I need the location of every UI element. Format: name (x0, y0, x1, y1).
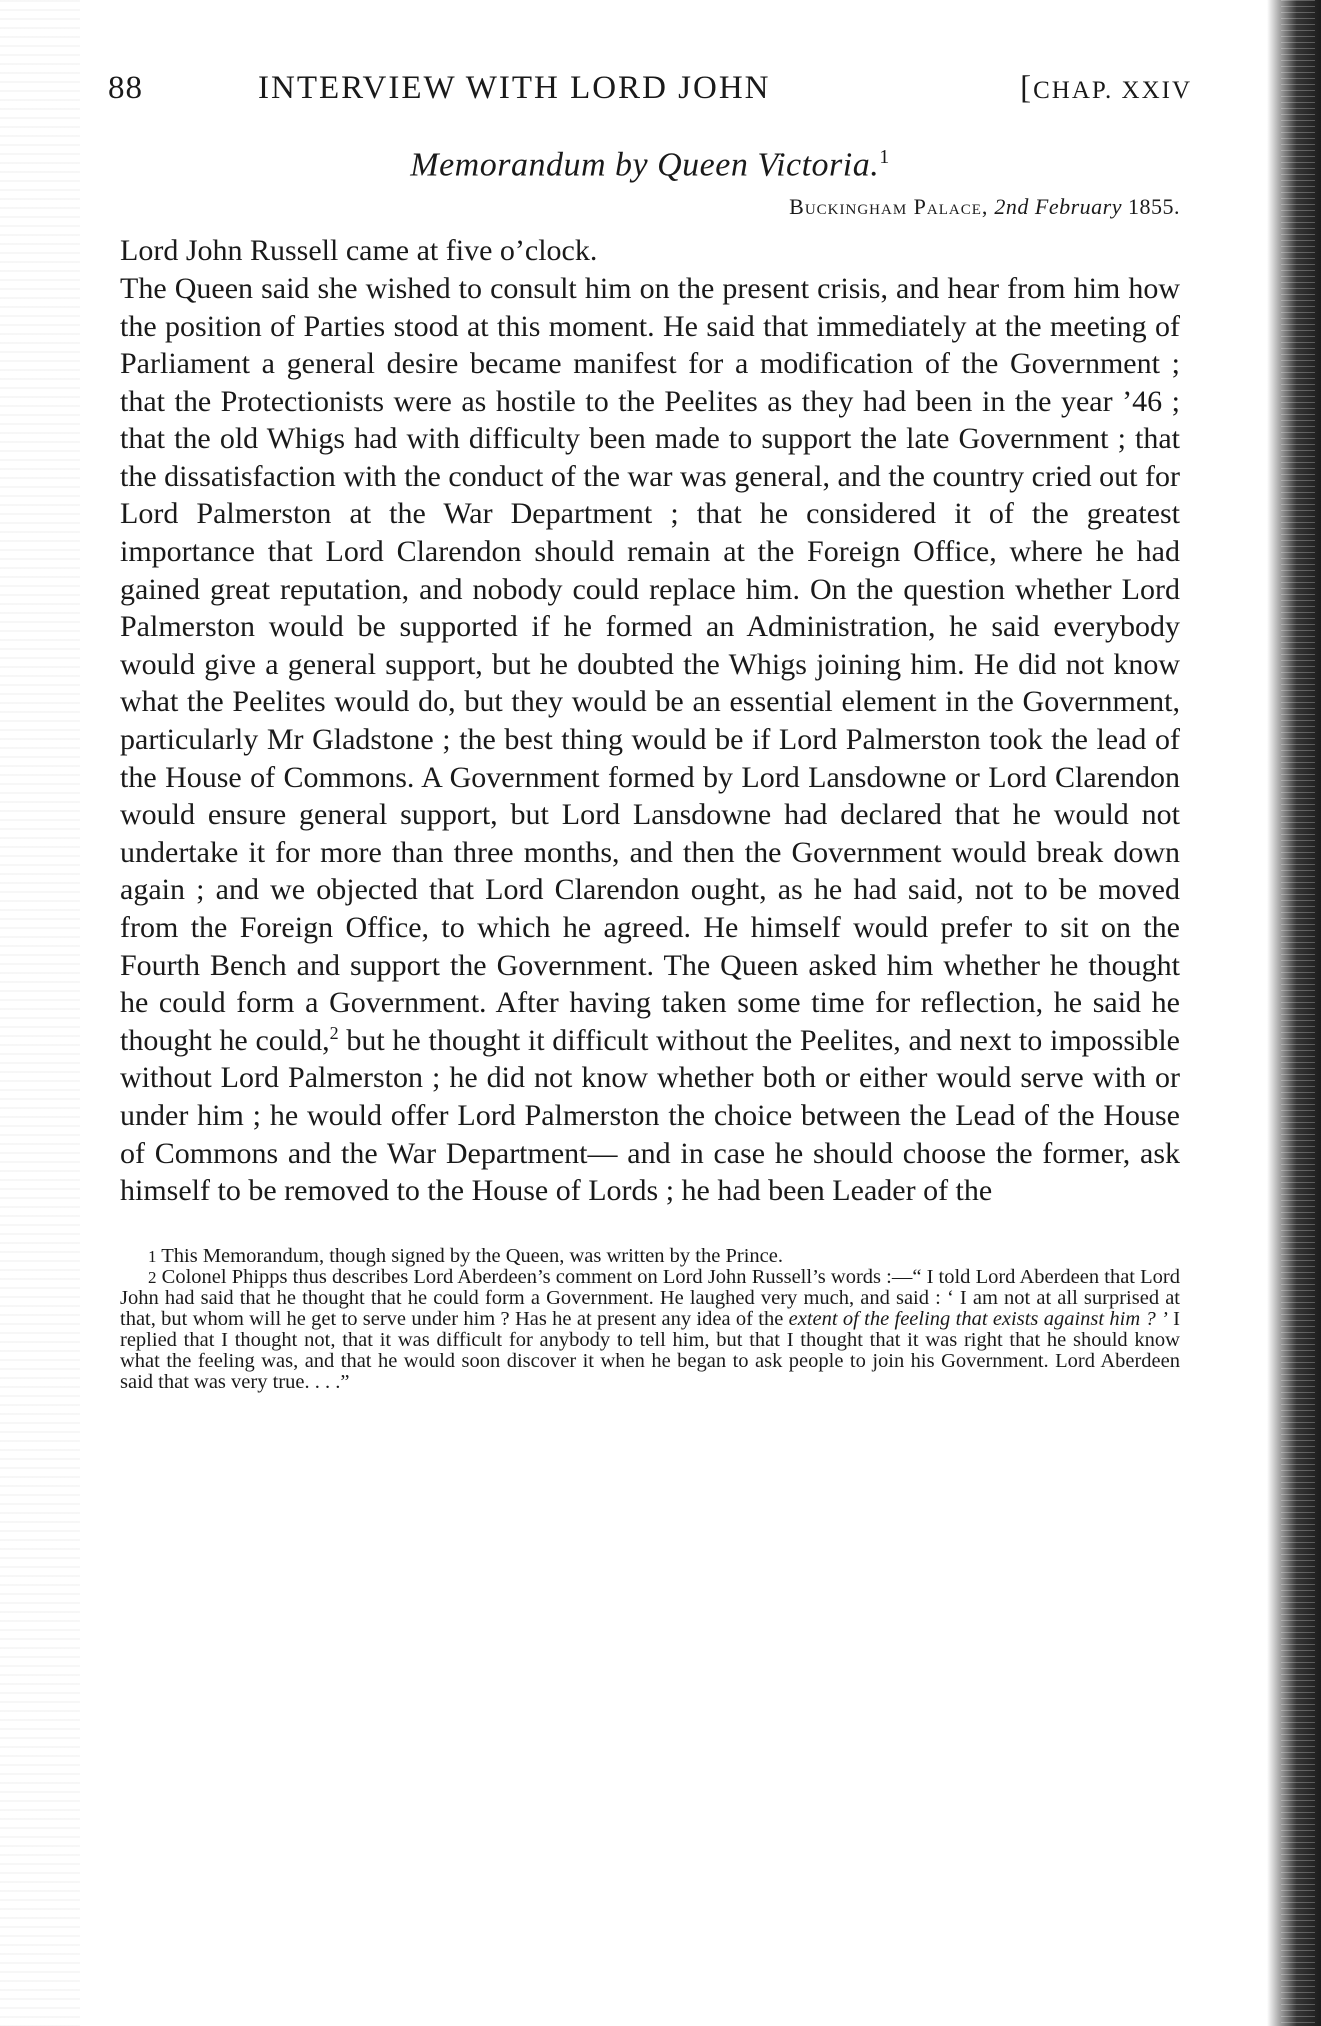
memo-title-footnote-ref: 1 (879, 146, 890, 168)
chapter-text: CHAP. XXIV (1033, 77, 1192, 104)
dateline-year: 1855. (1128, 194, 1180, 220)
footnote-2-italic: extent of the feeling that exists against him ? ’ (788, 1307, 1168, 1330)
dateline-place: Buckingham Palace, (789, 194, 989, 220)
paragraph-2-part-2: but he thought it difficult without the Peelites, and next to impossible without Lord Palmerston ; he did not know whether both or either would serve with or under him ; he would offer Lord Palmerston the choice between the Lead of the House of Commons and the War Department— and in case he should choose the former, ask himself to be removed to the House of Lords ; he had been Leader of the (120, 1023, 1180, 1208)
memo-title (120, 146, 1180, 184)
footnote-2 (120, 1267, 1180, 1393)
footnotes (120, 1246, 1180, 1393)
footnote-1-number: 1 (148, 1246, 157, 1266)
page-number: 88 (108, 70, 143, 106)
chapter-bracket: [ (1020, 70, 1034, 106)
paragraph-1: Lord John Russell came at five o’clock. (120, 234, 598, 268)
running-title: INTERVIEW WITH LORD JOHN (258, 70, 771, 106)
footnote-1-text: This Memorandum, though signed by the Queen, was written by the Prince. (156, 1244, 783, 1267)
body-text (120, 232, 1180, 1209)
scan-edge-left (0, 0, 80, 2026)
chapter-label (1020, 70, 1192, 107)
footnote-2-text-1: Colonel Phipps thus describes Lord Aberdeen’s comment on Lord John Russell’s words :—“ I told Lord Aberdeen that Lord John had said that he thought that he could form a Government. He laughed very much, and said : ‘ I am not at all surprised at that, but whom will he get to serve under him ? Has he at present any idea of the (120, 1265, 1180, 1330)
paragraph-2 (120, 270, 1180, 1210)
footnote-2-number: 2 (148, 1267, 157, 1287)
footnote-2-text-2: I replied that I thought not, that it was difficult for anybody to tell him, but that I thought that it was right that he should know what the feeling was, and that he would soon discover it when he began to ask people to join his Government. Lord Aberdeen said that was very true. . . .” (120, 1307, 1181, 1393)
footnote-ref-2: 2 (329, 1022, 339, 1043)
memo-title-text: Memorandum by Queen Victoria. (410, 146, 880, 184)
dateline (120, 194, 1180, 220)
running-head (108, 70, 1192, 118)
footnote-1 (120, 1246, 1180, 1267)
dateline-date: 2nd February (994, 194, 1122, 220)
scan-edge-right-texture (1281, 0, 1315, 2026)
paragraph-2-part-1: The Queen said she wished to consult him on the present crisis, and hear from him how the position of Parties stood at this moment. He said that immediately at the meeting of Parliament a general desire became manifest for a modification of the Government ; that the Protectionists were as hostile to the Peelites as they had been in the year ’46 ; that the old Whigs had with difficulty been made to support the late Government ; that the dissatisfaction with the conduct of the war was general, and the country cried out for Lord Palmerston at the War Department ; that he considered it of the greatest importance that Lord Clarendon should remain at the Foreign Office, where he had gained great reputation, and nobody could replace him. On the question whether Lord Palmerston would be supported if he formed an Administration, he said everybody would give a general support, but he doubted the Whigs joining him. He did not know what the Peelites would do, but they would be an essential element in the Government, particularly Mr Gladstone ; the best thing would be if Lord Palmerston took the lead of the House of Commons. A Government formed by Lord Lansdowne or Lord Clarendon would ensure general support, but Lord Lansdowne had declared that he would not undertake it for more than three months, and then the Government would break down again ; and we objected that Lord Clarendon ought, as he had said, not to be moved from the Foreign Office, to which he agreed. He himself would prefer to sit on the Fourth Bench and support the Government. The Queen asked him whether he thought he could form a Government. After having taken some time for reflection, he said he thought he could, (120, 271, 1180, 1057)
book-page (108, 70, 1192, 1393)
